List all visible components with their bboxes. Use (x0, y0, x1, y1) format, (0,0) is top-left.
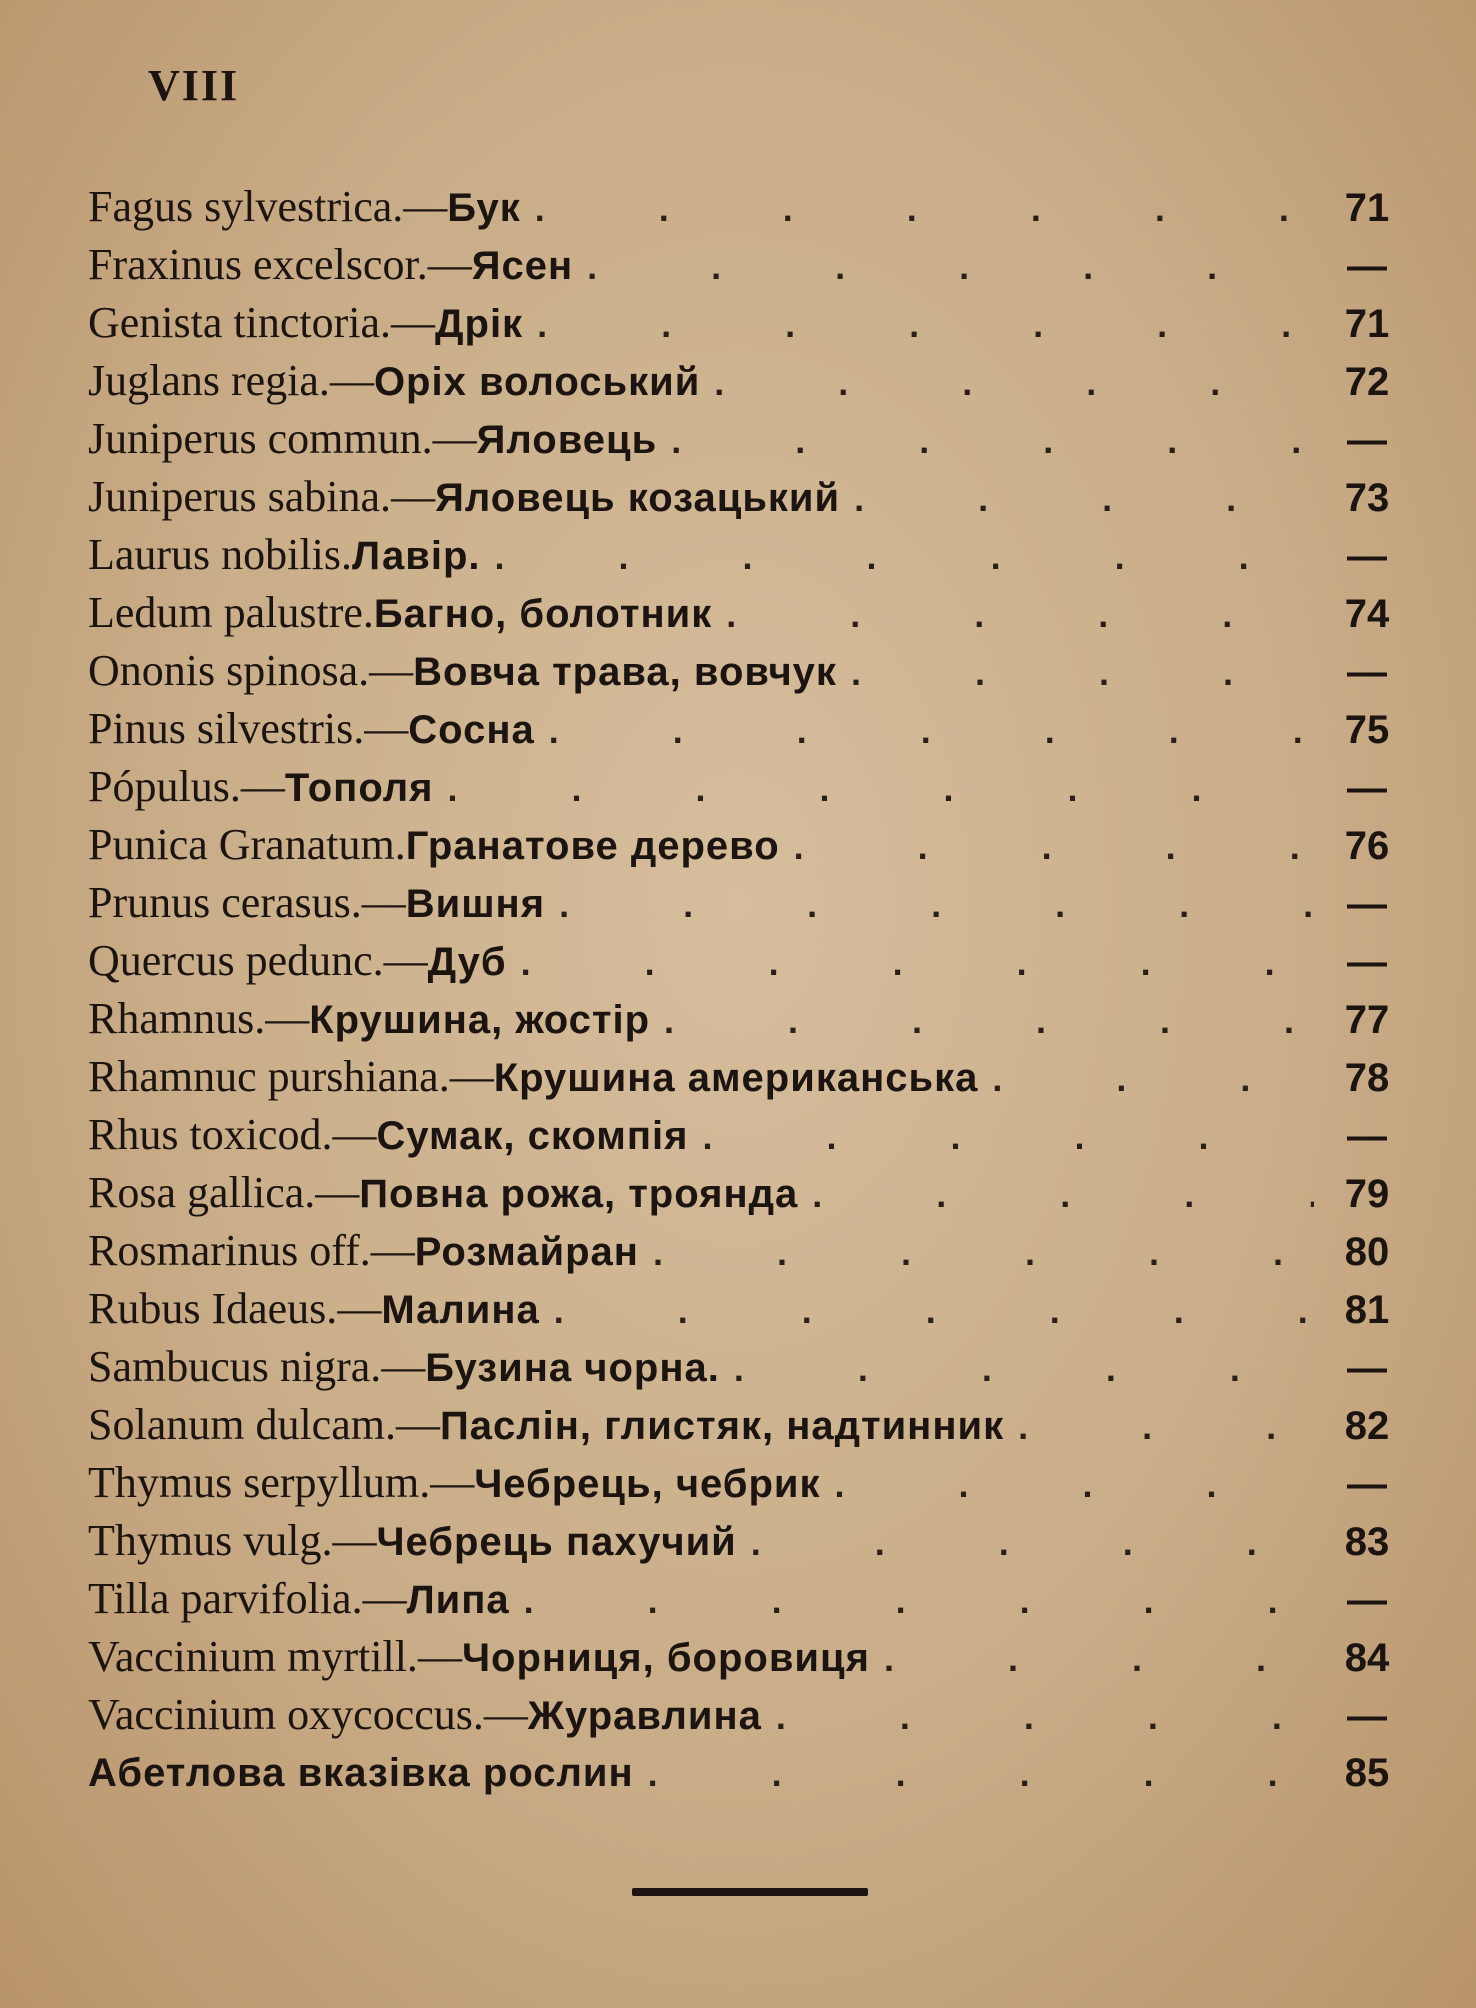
entry-separator: — (430, 1458, 475, 1507)
entry-latin-name: Juniperus commun. (88, 414, 433, 463)
entry-page-number: — (1347, 1462, 1387, 1506)
entry-page-number: — (1347, 1346, 1387, 1390)
entry-separator: — (403, 182, 448, 231)
toc-entry (88, 526, 1406, 584)
entry-separator: — (395, 1400, 440, 1449)
entry-separator: — (383, 936, 428, 985)
entry-separator: — (332, 1516, 377, 1565)
entry-page-number: — (1347, 650, 1387, 694)
entry-separator: — (381, 1342, 426, 1391)
entry-separator: — (449, 1052, 494, 1101)
toc-entry (88, 1570, 1406, 1628)
dot-leader (812, 1166, 1314, 1224)
entry-latin-name: Ledum palustre. (88, 588, 374, 637)
entry-local-name: Липа (406, 1578, 510, 1622)
entry-separator: — (315, 1168, 360, 1217)
dot-leader (664, 992, 1314, 1050)
entry-separator: — (361, 878, 406, 927)
entry-latin-name: Thymus vulg. (88, 1516, 333, 1565)
entry-page-number: 76 (1344, 824, 1390, 868)
toc-entry (88, 1338, 1406, 1396)
toc-entry (88, 1048, 1406, 1106)
toc-entry (88, 874, 1406, 932)
end-rule (632, 1888, 868, 1896)
entry-separator: — (370, 1226, 415, 1275)
entry-separator: — (483, 1690, 528, 1739)
entry-latin-name: Rosmarinus off. (88, 1226, 371, 1275)
entry-latin-name: Juniperus sabina. (88, 472, 392, 521)
toc-entry (88, 1280, 1406, 1338)
entry-local-name: Ясен (471, 244, 574, 288)
entry-page-number: — (1347, 882, 1387, 926)
dot-leader (835, 1456, 1314, 1514)
dot-leader (1018, 1398, 1314, 1456)
entry-latin-name: Quercus pedunc. (88, 936, 384, 985)
entry-latin-name: Fagus sylvestrica. (88, 182, 404, 231)
entry-page-number: 82 (1344, 1404, 1390, 1448)
toc-entry (88, 1512, 1406, 1570)
entry-latin-name: Pópulus. (88, 762, 241, 811)
entry-separator: — (364, 704, 409, 753)
entry-latin-name: Thymus serpyllum. (88, 1458, 431, 1507)
toc-entry (88, 1222, 1406, 1280)
entry-local-name: Абетлова вказівка рослин (88, 1751, 634, 1795)
entry-latin-name: Rhus toxicod. (88, 1110, 333, 1159)
entry-local-name: Багно, болотник (373, 592, 713, 636)
entry-page-number: — (1347, 1694, 1387, 1738)
entry-local-name: Чебрець, чебрик (474, 1462, 821, 1506)
dot-leader (992, 1050, 1314, 1108)
entry-latin-name: Juglans regia. (88, 356, 330, 405)
entry-local-name: Дрік (435, 302, 524, 346)
entry-local-name: Крушина американська (493, 1056, 979, 1100)
toc-entry (88, 410, 1406, 468)
entry-page-number: 84 (1344, 1636, 1390, 1680)
entry-latin-name: Punica Granatum. (88, 820, 406, 869)
entry-page-number: — (1347, 1578, 1387, 1622)
dot-leader (776, 1688, 1314, 1746)
toc-entry (88, 700, 1406, 758)
entry-latin-name: Laurus nobilis. (88, 530, 352, 579)
entry-local-name: Сумак, скомпія (376, 1114, 689, 1158)
dot-leader (726, 586, 1314, 644)
entry-local-name: Вовча трава, вовчук (413, 650, 837, 694)
entry-local-name: Малина (381, 1288, 540, 1332)
entry-separator: — (391, 298, 436, 347)
dot-leader (559, 876, 1314, 934)
toc-entry (88, 990, 1406, 1048)
entry-separator: — (265, 994, 310, 1043)
entry-page-number: — (1347, 244, 1387, 288)
page-number: VIII (148, 61, 240, 110)
dot-leader (734, 1340, 1314, 1398)
toc-entry (88, 642, 1406, 700)
entry-page-number: 75 (1344, 708, 1390, 752)
entry-latin-name: Rhamnuc purshiana. (88, 1052, 450, 1101)
toc-entry (88, 1454, 1406, 1512)
entry-local-name: Чебрець пахучий (376, 1520, 737, 1564)
entry-local-name: Яловець (476, 418, 658, 462)
entry-latin-name: Rosa gallica. (88, 1168, 316, 1217)
entry-separator: — (369, 646, 414, 695)
entry-page-number: — (1347, 534, 1387, 578)
entry-page-number: — (1347, 418, 1387, 462)
toc-entry (88, 178, 1406, 236)
entry-page-number: 72 (1344, 360, 1390, 404)
entry-separator: — (337, 1284, 382, 1333)
dot-leader (714, 354, 1314, 412)
entry-local-name: Бук (447, 186, 521, 230)
entry-latin-name: Pinus silvestris. (88, 704, 365, 753)
entry-local-name: Тополя (284, 766, 434, 810)
dot-leader (537, 296, 1314, 354)
entry-separator: — (427, 240, 472, 289)
entry-page-number: 73 (1344, 476, 1390, 520)
toc-entry (88, 816, 1406, 874)
entry-local-name: Яловець козацький (435, 476, 841, 520)
entry-latin-name: Rhamnus. (88, 994, 266, 1043)
entry-local-name: Повна рожа, троянда (359, 1172, 799, 1216)
toc-entry (88, 932, 1406, 990)
entry-latin-name: Rubus Idaeus. (88, 1284, 338, 1333)
toc-entry (88, 1396, 1406, 1454)
dot-leader (671, 412, 1314, 470)
entry-page-number: 85 (1344, 1751, 1390, 1795)
entry-page-number: 71 (1344, 186, 1390, 230)
entry-latin-name: Solanum dulcam. (88, 1400, 396, 1449)
toc-entry (88, 1686, 1406, 1744)
entry-latin-name: Vaccinium oxycoccus. (88, 1690, 484, 1739)
entry-separator: — (329, 356, 374, 405)
toc-entry (88, 758, 1406, 816)
entry-local-name: Крушина, жостір (309, 998, 651, 1042)
dot-leader (653, 1224, 1314, 1282)
entry-page-number: 74 (1344, 592, 1390, 636)
entry-latin-name: Vaccinium myrtill. (88, 1632, 418, 1681)
toc-entry (88, 294, 1406, 352)
toc-entry (88, 1164, 1406, 1222)
entry-latin-name: Tilla parvifolia. (88, 1574, 363, 1623)
dot-leader (554, 1282, 1314, 1340)
toc-entry (88, 1106, 1406, 1164)
entry-local-name: Гранатове дерево (405, 824, 780, 868)
dot-leader (587, 238, 1314, 296)
entry-page-number: — (1347, 940, 1387, 984)
dot-leader (524, 1572, 1314, 1630)
dot-leader (495, 528, 1314, 586)
entry-latin-name: Fraxinus excelscor. (88, 240, 428, 289)
dot-leader (884, 1630, 1314, 1688)
entry-local-name: Оріх волоський (373, 360, 701, 404)
dot-leader (648, 1745, 1314, 1803)
entry-local-name: Дуб (427, 940, 507, 984)
table-of-contents (88, 178, 1406, 1802)
dot-leader (521, 934, 1314, 992)
dot-leader (535, 180, 1314, 238)
entry-page-number: 81 (1344, 1288, 1390, 1332)
toc-entry (88, 468, 1406, 526)
entry-page-number: 77 (1344, 998, 1390, 1042)
entry-latin-name: Genista tinctoria. (88, 298, 392, 347)
dot-leader (851, 644, 1314, 702)
toc-entry (88, 1744, 1406, 1802)
dot-leader (794, 818, 1314, 876)
entry-separator: — (391, 472, 436, 521)
entry-local-name: Чорниця, боровиця (461, 1636, 870, 1680)
entry-page-number: 83 (1344, 1520, 1390, 1564)
entry-local-name: Вишня (405, 882, 546, 926)
entry-page-number: 78 (1344, 1056, 1390, 1100)
entry-latin-name: Prunus cerasus. (88, 878, 362, 927)
toc-entry (88, 352, 1406, 410)
entry-page-number: — (1347, 1114, 1387, 1158)
entry-separator: — (240, 762, 285, 811)
dot-leader (751, 1514, 1314, 1572)
entry-separator: — (417, 1632, 462, 1681)
entry-local-name: Журавлина (527, 1694, 762, 1738)
dot-leader (549, 702, 1314, 760)
entry-separator: — (432, 414, 477, 463)
entry-separator: — (362, 1574, 407, 1623)
entry-separator: — (332, 1110, 377, 1159)
dot-leader (448, 760, 1314, 818)
entry-page-number: 79 (1344, 1172, 1390, 1216)
dot-leader (854, 470, 1314, 528)
entry-latin-name: Ononis spinosa. (88, 646, 370, 695)
entry-page-number: 71 (1344, 302, 1390, 346)
entry-page-number: 80 (1344, 1230, 1390, 1274)
entry-local-name: Сосна (408, 708, 535, 752)
entry-page-number: — (1347, 766, 1387, 810)
toc-entry (88, 236, 1406, 294)
entry-local-name: Бузина чорна. (425, 1346, 720, 1390)
toc-entry (88, 1628, 1406, 1686)
entry-latin-name: Sambucus nigra. (88, 1342, 382, 1391)
toc-entry (88, 584, 1406, 642)
dot-leader (702, 1108, 1314, 1166)
entry-local-name: Лавір. (351, 534, 481, 578)
entry-local-name: Паслін, глистяк, надтинник (439, 1404, 1005, 1448)
entry-local-name: Розмайран (414, 1230, 639, 1274)
